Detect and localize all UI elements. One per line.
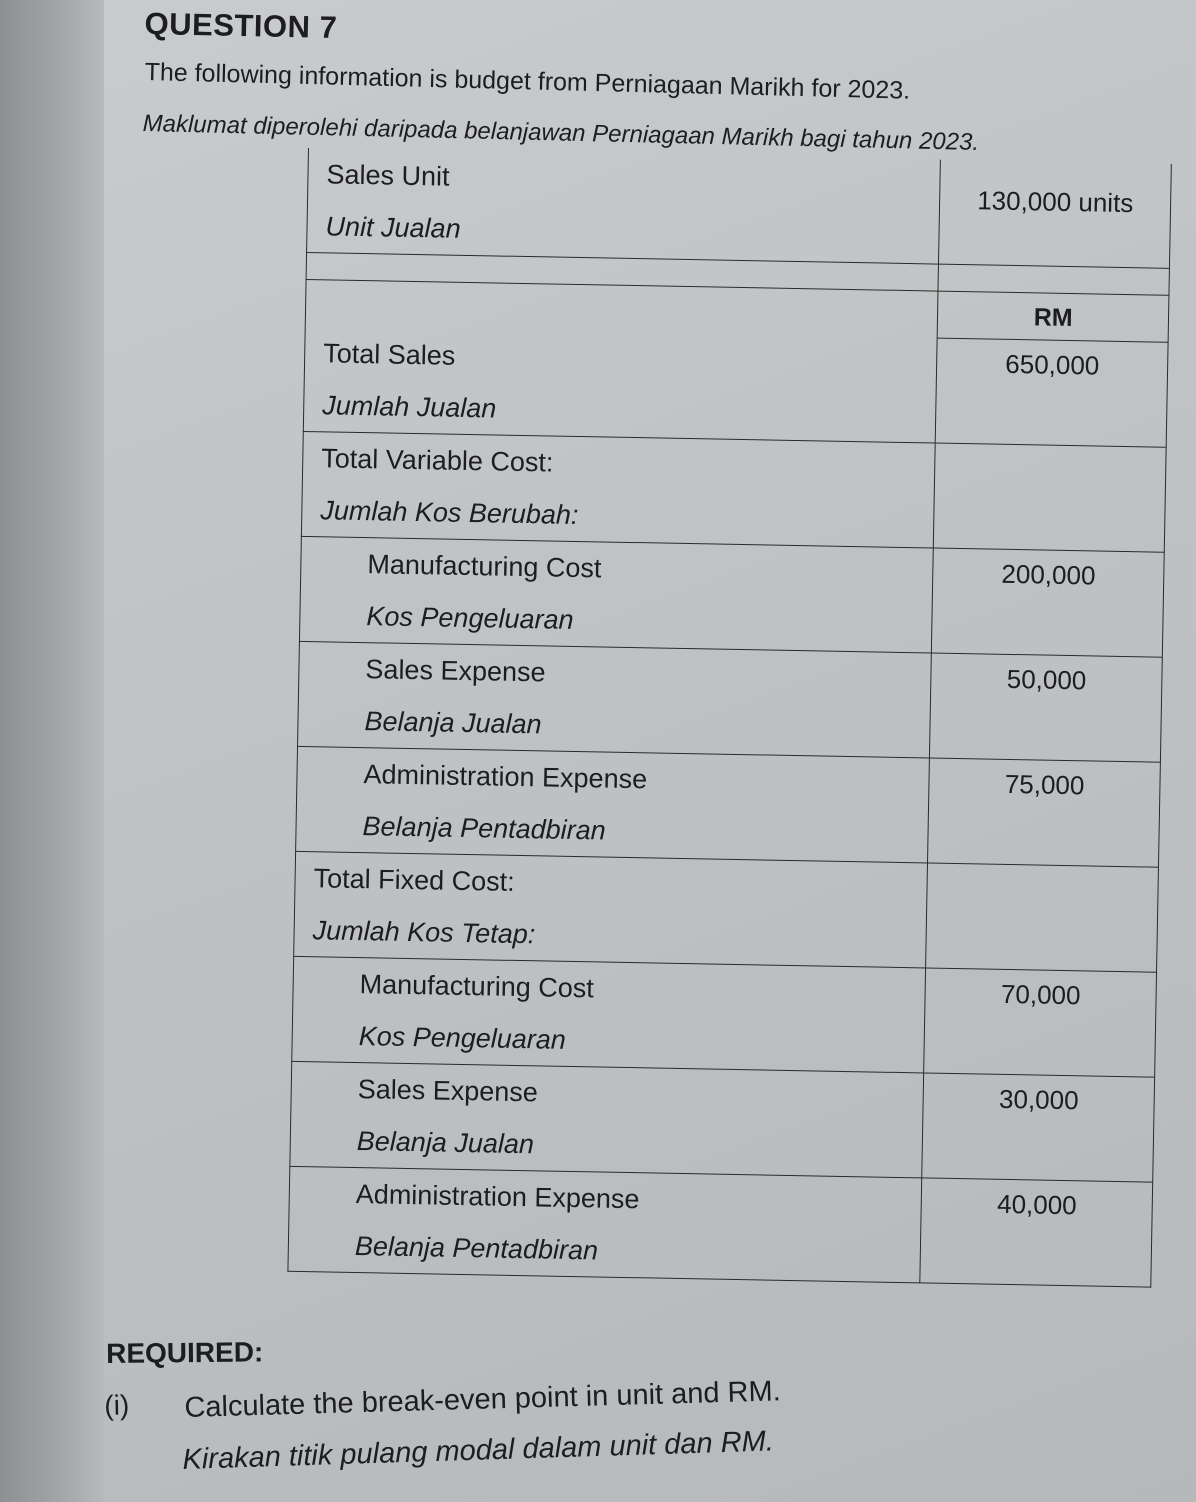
currency-header: RM <box>1033 303 1073 333</box>
fc-administration-label-ms: Belanja Pentadbiran <box>354 1230 599 1265</box>
fc-sales-expense-label-en: Sales Expense <box>357 1073 539 1107</box>
table-row-variable-cost-heading <box>301 431 1166 552</box>
sales-unit-value: 130,000 units <box>976 185 1134 219</box>
vc-sales-expense-label-ms: Belanja Jualan <box>364 705 542 739</box>
sales-unit-label-en: Sales Unit <box>326 159 450 192</box>
vc-manufacturing-label-ms: Kos Pengeluaran <box>366 600 574 635</box>
part-question-english: Calculate the break-even point in unit and RM. <box>184 1375 782 1424</box>
fixed-cost-heading-ms: Jumlah Kos Tetap: <box>312 914 536 949</box>
total-sales-value: 650,000 <box>1005 348 1100 381</box>
fixed-cost-heading-cell <box>294 851 928 968</box>
table-row-vc-manufacturing <box>299 536 1164 657</box>
table-row-total-sales <box>303 326 1168 446</box>
fc-manufacturing-label-en: Manufacturing Cost <box>359 968 595 1003</box>
currency-value-cell <box>937 291 1169 342</box>
fc-manufacturing-value-cell <box>924 967 1157 1076</box>
table-row-fixed-cost-heading <box>294 851 1159 972</box>
variable-cost-heading-ms: Jumlah Kos Berubah: <box>320 494 579 530</box>
table-row-fc-sales-expense <box>290 1061 1155 1182</box>
fc-administration-label-en: Administration Expense <box>355 1178 640 1214</box>
fc-manufacturing-value: 70,000 <box>1000 978 1081 1010</box>
vc-sales-expense-value: 50,000 <box>1006 663 1087 695</box>
vc-manufacturing-value-cell <box>932 548 1165 657</box>
table-row-sales-unit <box>307 148 1172 268</box>
fc-sales-expense-label-cell <box>290 1061 924 1178</box>
sales-unit-label-cell <box>307 148 941 264</box>
total-sales-label-en: Total Sales <box>322 337 456 371</box>
table-row-vc-administration <box>296 746 1161 867</box>
vc-sales-expense-label-cell <box>298 641 932 758</box>
fc-sales-expense-value-cell <box>922 1072 1155 1181</box>
page-edge-shadow <box>0 0 104 1502</box>
table-row-vc-sales-expense <box>298 641 1163 762</box>
variable-cost-heading-cell <box>301 431 935 548</box>
fc-administration-label-cell <box>288 1166 922 1283</box>
required-heading: REQUIRED: <box>106 1336 264 1369</box>
vc-administration-label-ms: Belanja Pentadbiran <box>362 810 607 846</box>
vc-administration-label-cell <box>296 746 930 863</box>
vc-administration-value: 75,000 <box>1004 768 1085 800</box>
fc-sales-expense-value: 30,000 <box>998 1083 1079 1115</box>
budget-table <box>287 148 1171 1287</box>
intro-malay: Maklumat diperolehi daripada belanjawan Perniagaan Marikh bagi tahun 2023. <box>142 110 980 156</box>
vc-manufacturing-label-cell <box>299 536 933 653</box>
fixed-cost-heading-value-cell <box>926 862 1159 971</box>
table-row-fc-administration <box>288 1166 1153 1287</box>
fixed-cost-heading-en: Total Fixed Cost: <box>313 862 515 897</box>
table-row-fc-manufacturing <box>292 956 1157 1077</box>
sales-unit-label-ms: Unit Jualan <box>325 211 461 244</box>
fc-manufacturing-label-cell <box>292 956 926 1073</box>
fc-administration-value: 40,000 <box>996 1188 1077 1220</box>
vc-manufacturing-label-en: Manufacturing Cost <box>367 548 602 583</box>
question-title: QUESTION 7 <box>144 6 338 46</box>
intro-english: The following information is budget from Perniagaan Marikh for 2023. <box>144 58 911 105</box>
vc-sales-expense-label-en: Sales Expense <box>365 653 546 687</box>
fc-manufacturing-label-ms: Kos Pengeluaran <box>358 1020 567 1055</box>
vc-manufacturing-value: 200,000 <box>1001 558 1096 590</box>
part-number: (i) <box>104 1389 130 1421</box>
variable-cost-heading-value-cell <box>934 443 1167 552</box>
fc-sales-expense-label-ms: Belanja Jualan <box>356 1125 535 1159</box>
total-sales-label-cell <box>303 326 937 442</box>
fc-administration-value-cell <box>920 1177 1153 1286</box>
part-question-malay: Kirakan titik pulang modal dalam unit dan RM. <box>182 1425 775 1476</box>
vc-sales-expense-value-cell <box>930 653 1163 762</box>
total-sales-label-ms: Jumlah Jualan <box>322 389 497 423</box>
total-sales-value-cell <box>936 338 1169 447</box>
sales-unit-value-cell <box>939 160 1172 269</box>
blank-value-cell <box>938 264 1169 295</box>
vc-administration-label-en: Administration Expense <box>363 758 648 794</box>
variable-cost-heading-en: Total Variable Cost: <box>321 442 554 478</box>
vc-administration-value-cell <box>928 757 1161 866</box>
